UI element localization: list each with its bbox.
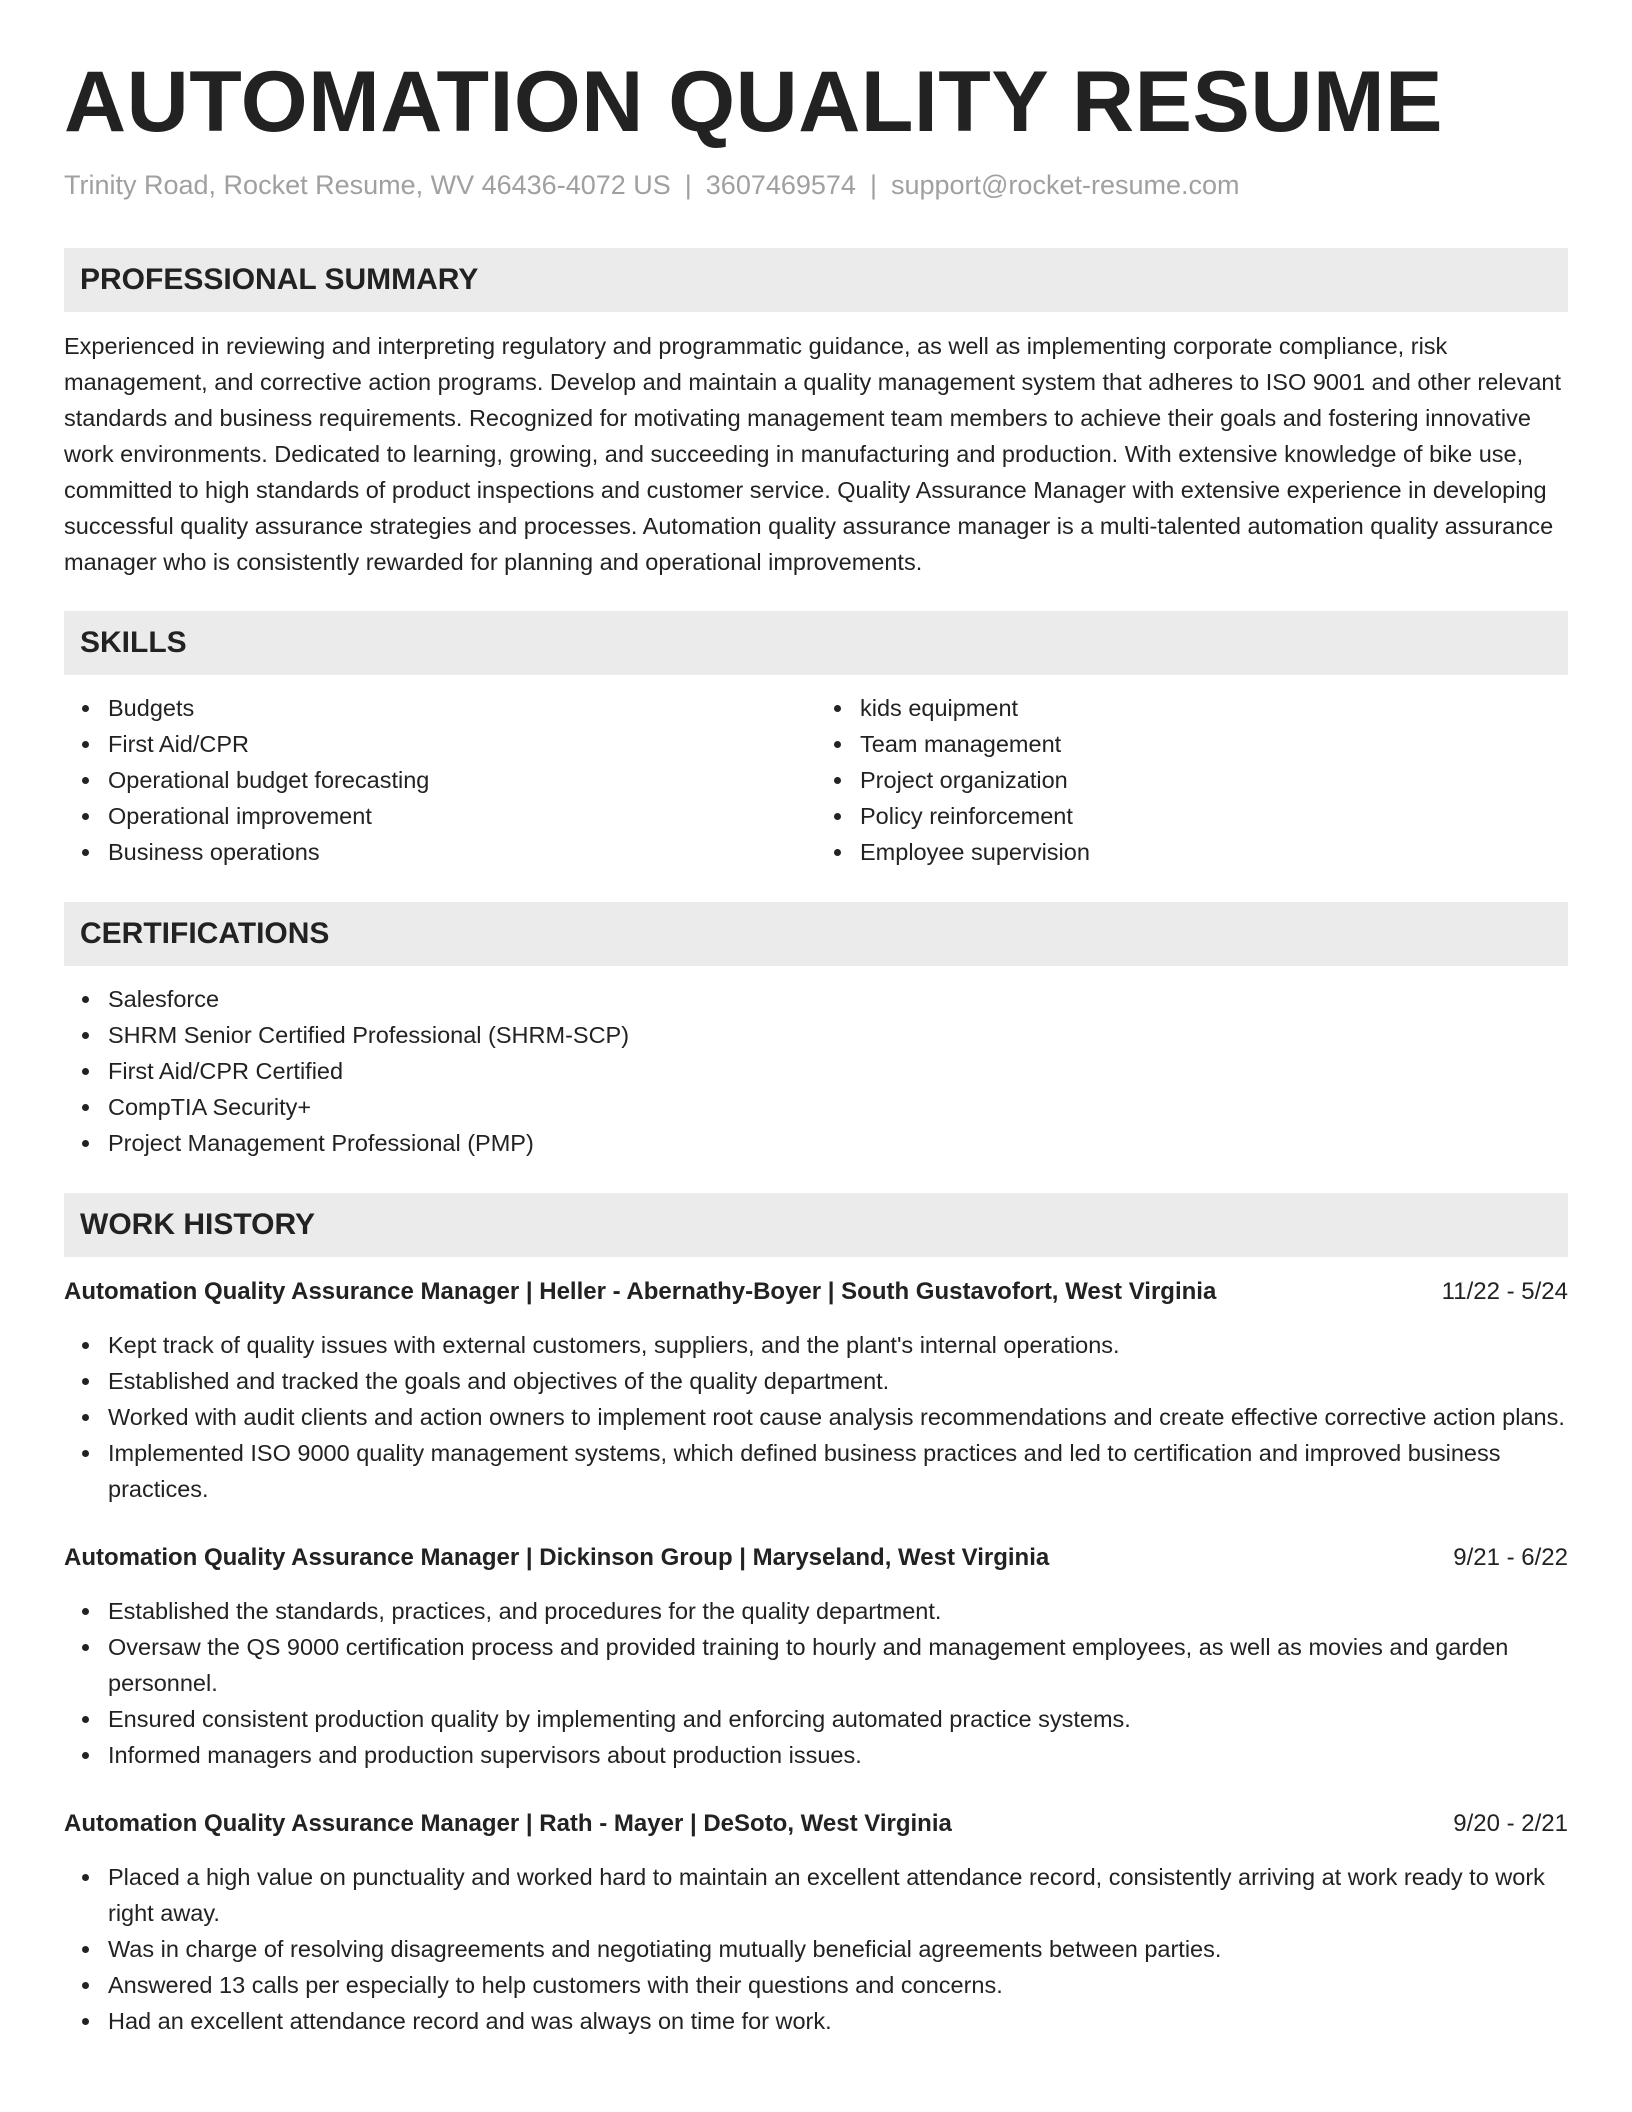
certification-item: SHRM Senior Certified Professional (SHRM-SCP) <box>108 1017 1568 1053</box>
skills-list-left <box>64 690 816 870</box>
skill-item: kids equipment <box>860 690 1568 726</box>
skills-heading: SKILLS <box>64 611 1568 675</box>
certification-item: Project Management Professional (PMP) <box>108 1125 1568 1161</box>
job-dates: 9/21 - 6/22 <box>1453 1544 1568 1571</box>
certifications-heading: CERTIFICATIONS <box>64 902 1568 966</box>
job-title: Automation Quality Assurance Manager | Rath - Mayer | DeSoto, West Virginia <box>64 1810 952 1837</box>
resume-title: AUTOMATION QUALITY RESUME <box>64 54 1443 150</box>
certifications-list <box>64 981 1568 1161</box>
summary-heading: PROFESSIONAL SUMMARY <box>64 248 1568 312</box>
skill-item: Business operations <box>108 834 816 870</box>
skill-item: Project organization <box>860 762 1568 798</box>
contact-separator: | <box>684 170 692 200</box>
job-dates: 9/20 - 2/21 <box>1453 1810 1568 1837</box>
job-bullet: Oversaw the QS 9000 certification process and provided training to hourly and management employees, as well as movies and garden personnel. <box>108 1629 1568 1701</box>
job-bullet: Ensured consistent production quality by implementing and enforcing automated practice systems. <box>108 1701 1568 1737</box>
contact-phone: 3607469574 <box>705 170 856 200</box>
skill-item: Operational improvement <box>108 798 816 834</box>
skill-item: Employee supervision <box>860 834 1568 870</box>
contact-separator: | <box>869 170 877 200</box>
job-bullet: Informed managers and production supervisors about production issues. <box>108 1737 1568 1773</box>
skill-item: Team management <box>860 726 1568 762</box>
job-bullet: Implemented ISO 9000 quality management systems, which defined business practices and led to certification and improved business practices. <box>108 1435 1568 1507</box>
skill-item: Budgets <box>108 690 816 726</box>
job-bullet: Was in charge of resolving disagreements and negotiating mutually beneficial agreements between parties. <box>108 1931 1568 1967</box>
job-entry <box>64 1541 1568 1773</box>
contact-line <box>64 168 1568 202</box>
certification-item: First Aid/CPR Certified <box>108 1053 1568 1089</box>
job-header <box>64 1541 1568 1575</box>
job-title: Automation Quality Assurance Manager | Heller - Abernathy-Boyer | South Gustavofort, West Virginia <box>64 1278 1217 1305</box>
work-history-heading: WORK HISTORY <box>64 1193 1568 1257</box>
job-bullets <box>64 1593 1568 1773</box>
job-entry <box>64 1275 1568 1507</box>
skill-item: Policy reinforcement <box>860 798 1568 834</box>
skill-item: Operational budget forecasting <box>108 762 816 798</box>
certification-item: CompTIA Security+ <box>108 1089 1568 1125</box>
contact-email: support@rocket-resume.com <box>890 170 1240 200</box>
skills-list-right <box>816 690 1568 870</box>
job-header <box>64 1275 1568 1309</box>
certification-item: Salesforce <box>108 981 1568 1017</box>
job-entry <box>64 1807 1568 2039</box>
job-bullet: Placed a high value on punctuality and worked hard to maintain an excellent attendance record, consistently arriving at work ready to work right away. <box>108 1859 1568 1931</box>
job-bullet: Worked with audit clients and action owners to implement root cause analysis recommendations and create effective corrective action plans. <box>108 1399 1568 1435</box>
job-bullet: Established the standards, practices, and procedures for the quality department. <box>108 1593 1568 1629</box>
job-bullets <box>64 1859 1568 2039</box>
job-bullet: Had an excellent attendance record and was always on time for work. <box>108 2003 1568 2039</box>
skills-grid <box>64 690 1568 870</box>
job-dates: 11/22 - 5/24 <box>1441 1278 1568 1305</box>
job-bullet: Established and tracked the goals and objectives of the quality department. <box>108 1363 1568 1399</box>
summary-text: Experienced in reviewing and interpreting regulatory and programmatic guidance, as well as implementing corporate compliance, risk management, and corrective action programs. Develop and maintain a quality management system that adheres to ISO 9001 and other relevant standards and business requirements. Recognized for motivating management team members to achieve their goals and fostering innovative work environments. Dedicated to learning, growing, and succeeding in manufacturing and production. With extensive knowledge of bike use, committed to high standards of product inspections and customer service. Quality Assurance Manager with extensive experience in developing successful quality assurance strategies and processes. Automation quality assurance manager is a multi-talented automation quality assurance manager who is consistently rewarded for planning and operational improvements. <box>64 333 1562 575</box>
job-bullet: Answered 13 calls per especially to help customers with their questions and concerns. <box>108 1967 1568 2003</box>
job-title: Automation Quality Assurance Manager | Dickinson Group | Maryseland, West Virginia <box>64 1544 1050 1571</box>
job-bullets <box>64 1327 1568 1507</box>
job-header <box>64 1807 1568 1841</box>
skill-item: First Aid/CPR <box>108 726 816 762</box>
contact-address: Trinity Road, Rocket Resume, WV 46436-4072 US <box>64 170 671 200</box>
job-bullet: Kept track of quality issues with external customers, suppliers, and the plant's internal operations. <box>108 1327 1568 1363</box>
